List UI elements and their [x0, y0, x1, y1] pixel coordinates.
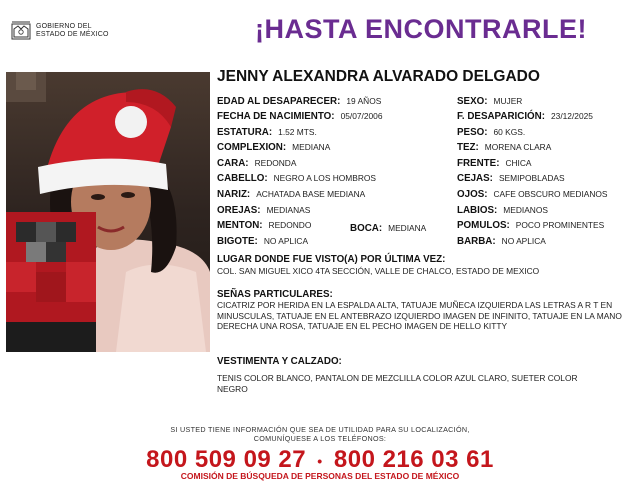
field-value: CAFE OBSCURO MEDIANOS: [493, 189, 608, 199]
field-label: CARA:: [217, 158, 249, 169]
field-boca: [350, 223, 426, 234]
field-value: REDONDA: [254, 158, 297, 168]
field-bigote: [217, 236, 308, 247]
field-cara: [217, 158, 296, 169]
field-label: PESO:: [457, 127, 488, 138]
field-label: F. DESAPARICIÓN:: [457, 111, 545, 122]
field-orejas: [217, 205, 310, 216]
field-label: ESTATURA:: [217, 127, 273, 138]
field-value: MEDIANOS: [503, 205, 548, 215]
field-label: LABIOS:: [457, 205, 498, 216]
last-seen-label: LUGAR DONDE FUE VISTO(A) POR ÚLTIMA VEZ:: [217, 254, 446, 265]
field-value: 1.52 MTS.: [278, 127, 317, 137]
field-ojos: [457, 189, 608, 200]
field-value: 05/07/2006: [340, 111, 383, 121]
field-label: CABELLO:: [217, 173, 268, 184]
field-label: SEXO:: [457, 96, 488, 107]
field-label: COMPLEXION:: [217, 142, 287, 153]
missing-person-photo: [6, 72, 210, 352]
field-value: CHICA: [505, 158, 532, 168]
phone-separator: •: [317, 452, 323, 469]
clothing-value: TENIS COLOR BLANCO, PANTALON DE MEZCLILLA COLOR AZUL CLARO, SUETER COLOR NEGRO: [217, 373, 578, 394]
field-complexion: [217, 142, 330, 153]
phone-1[interactable]: 800 509 09 27: [146, 446, 307, 473]
field-value: ACHATADA BASE MEDIANA: [256, 189, 366, 199]
field-label: TEZ:: [457, 142, 479, 153]
field-fecha-nacimiento: [217, 111, 382, 122]
government-logo: [10, 20, 109, 42]
field-value: 19 AÑOS: [346, 96, 382, 106]
portrait-image: [6, 72, 210, 352]
field-label: CEJAS:: [457, 173, 493, 184]
clothing-label: VESTIMENTA Y CALZADO:: [217, 356, 342, 367]
field-label: OREJAS:: [217, 205, 261, 216]
field-value: 60 KGS.: [493, 127, 526, 137]
field-value: REDONDO: [268, 220, 312, 230]
field-edad: [217, 96, 381, 107]
phone-2[interactable]: 800 216 03 61: [333, 446, 494, 473]
field-label: BOCA:: [350, 223, 383, 234]
field-label: EDAD AL DESAPARECER:: [217, 96, 341, 107]
person-name: JENNY ALEXANDRA ALVARADO DELGADO: [217, 68, 540, 85]
field-value: MEDIANA: [388, 223, 427, 233]
logo-line-2: ESTADO DE MÉXICO: [36, 31, 109, 38]
field-value: MEDIANAS: [266, 205, 311, 215]
field-pomulos: [457, 220, 604, 231]
field-label: FECHA DE NACIMIENTO:: [217, 111, 335, 122]
field-value: NO APLICA: [501, 236, 546, 246]
field-label: MENTON:: [217, 220, 263, 231]
field-cabello: [217, 173, 376, 184]
marks-value: CICATRIZ POR HERIDA EN LA ESPALDA ALTA, TATUAJE MUÑECA IZQUIERDA LAS LETRAS A R T EN MINUSCULAS, TATUAJE EN EL ANTEBRAZO IZQUIERDO IMAGEN DE INFINITO, TATUAJE EN LA MANO DERECHA UNA ROSA, TATUAJE EN EL PECHO IMAGEN DE HELLO KITTY: [217, 300, 622, 331]
footer-note-line-1: SI USTED TIENE INFORMACIÓN QUE SEA DE UTILIDAD PARA SU LOCALIZACIÓN,: [170, 425, 470, 434]
field-value: SEMIPOBLADAS: [498, 173, 565, 183]
state-emblem-icon: [10, 20, 32, 42]
footer-note: [0, 425, 640, 443]
field-label: BARBA:: [457, 236, 496, 247]
field-value: 23/12/2025: [551, 111, 593, 121]
phone-numbers: [0, 446, 640, 474]
field-estatura: [217, 127, 317, 138]
commission-name: COMISIÓN DE BÚSQUEDA DE PERSONAS DEL ESTADO DE MÉXICO: [180, 471, 460, 481]
field-fecha-desaparicion: [457, 111, 593, 122]
field-label: POMULOS:: [457, 220, 510, 231]
logo-text: [36, 23, 109, 39]
field-label: NARIZ:: [217, 189, 251, 200]
field-sexo: [457, 96, 522, 107]
field-value: POCO PROMINENTES: [515, 220, 605, 230]
logo-line-1: GOBIERNO DEL: [36, 23, 92, 30]
field-value: NO APLICA: [263, 236, 309, 246]
field-menton: [217, 220, 311, 231]
field-barba: [457, 236, 546, 247]
marks-label: SEÑAS PARTICULARES:: [217, 289, 333, 300]
field-value: MORENA CLARA: [484, 142, 552, 152]
field-label: BIGOTE:: [217, 236, 258, 247]
field-labios: [457, 205, 548, 216]
field-peso: [457, 127, 525, 138]
last-seen-value: COL. SAN MIGUEL XICO 4TA SECCIÓN, VALLE DE CHALCO, ESTADO DE MEXICO: [217, 266, 540, 276]
field-nariz: [217, 189, 365, 200]
field-tez: [457, 142, 551, 153]
footer-note-line-2: COMUNÍQUESE A LOS TELÉFONOS:: [253, 434, 387, 443]
field-value: NEGRO A LOS HOMBROS: [273, 173, 377, 183]
headline: ¡HASTA ENCONTRARLE!: [255, 14, 587, 44]
field-label: OJOS:: [457, 189, 488, 200]
field-value: MEDIANA: [292, 142, 331, 152]
field-label: FRENTE:: [457, 158, 500, 169]
field-cejas: [457, 173, 565, 184]
field-value: MUJER: [493, 96, 523, 106]
field-frente: [457, 158, 532, 169]
